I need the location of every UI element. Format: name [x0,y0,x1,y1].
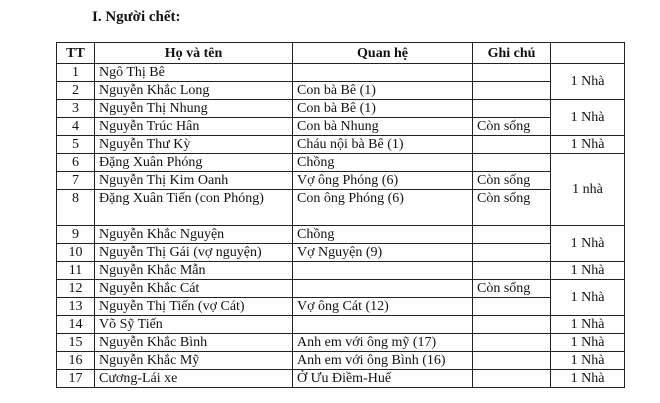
row-name: Nguyễn Khắc Mẫn [95,262,293,280]
row-name: Nguyễn Khắc Cát [95,280,293,298]
header-relation: Quan hệ [293,43,473,64]
table-row [57,154,625,172]
row-note [473,298,551,316]
row-name: Nguyễn Thị Tiến (vợ Cát) [95,298,293,316]
table-body [57,64,625,388]
header-tt: TT [57,43,95,64]
row-note [473,100,551,118]
row-note [473,82,551,100]
row-name: Nguyễn Khắc Mỹ [95,352,293,370]
table-row [57,262,625,280]
row-number: 2 [57,82,95,100]
household-cell: 1 Nhà [551,352,625,370]
table-row [57,226,625,244]
row-number: 13 [57,298,95,316]
row-number: 5 [57,136,95,154]
row-relation: Con bà Bê (1) [293,100,473,118]
row-note [473,226,551,244]
table-row [57,172,625,190]
row-note: Còn sống [473,190,551,226]
household-cell: 1 Nhà [551,370,625,388]
deceased-table [56,42,625,388]
household-cell: 1 Nhà [551,280,625,316]
row-name: Nguyễn Thư Kỳ [95,136,293,154]
row-relation: Vợ Nguyện (9) [293,244,473,262]
row-relation [293,64,473,82]
row-note [473,136,551,154]
row-relation: Vợ ông Phóng (6) [293,172,473,190]
row-relation: Con bà Nhung [293,118,473,136]
table-row [57,100,625,118]
row-number: 10 [57,244,95,262]
row-number: 3 [57,100,95,118]
row-note [473,370,551,388]
row-number: 14 [57,316,95,334]
row-note: Còn sống [473,118,551,136]
row-name: Cương-Lái xe [95,370,293,388]
header-name: Họ và tên [95,43,293,64]
row-relation: Ở Ưu Điềm-Huế [293,370,473,388]
row-name: Võ Sỹ Tiến [95,316,293,334]
table-row [57,334,625,352]
row-name: Nguyễn Khắc Nguyện [95,226,293,244]
row-name: Đặng Xuân Phóng [95,154,293,172]
row-relation: Anh em với ông mỹ (17) [293,334,473,352]
household-cell: 1 nhà [551,154,625,226]
row-relation: Chồng [293,154,473,172]
row-name: Nguyễn Khắc Bình [95,334,293,352]
table-row [57,244,625,262]
household-cell: 1 Nhà [551,64,625,100]
household-cell: 1 Nhà [551,334,625,352]
row-number: 16 [57,352,95,370]
table-row [57,82,625,100]
row-name: Nguyễn Thị Gái (vợ nguyện) [95,244,293,262]
row-relation: Chồng [293,226,473,244]
table-row [57,118,625,136]
household-cell: 1 Nhà [551,262,625,280]
table-row [57,352,625,370]
household-cell: 1 Nhà [551,100,625,136]
row-relation: Vợ ông Cát (12) [293,298,473,316]
row-number: 1 [57,64,95,82]
row-note: Còn sống [473,172,551,190]
household-cell: 1 Nhà [551,316,625,334]
section-heading: I. Người chết: [92,9,181,25]
table-row [57,190,625,226]
row-name: Nguyễn Khắc Long [95,82,293,100]
row-relation: Con ông Phóng (6) [293,190,473,226]
table-row [57,370,625,388]
table-row [57,298,625,316]
row-name: Đặng Xuân Tiến (con Phóng) [95,190,293,226]
row-number: 4 [57,118,95,136]
row-note [473,64,551,82]
row-number: 9 [57,226,95,244]
row-note [473,352,551,370]
row-relation [293,316,473,334]
row-relation: Cháu nội bà Bê (1) [293,136,473,154]
row-name: Nguyễn Thị Kim Oanh [95,172,293,190]
header-household [551,43,625,64]
table-row [57,136,625,154]
header-note: Ghi chú [473,43,551,64]
row-number: 17 [57,370,95,388]
row-note [473,262,551,280]
row-relation [293,280,473,298]
row-note [473,316,551,334]
household-cell: 1 Nhà [551,136,625,154]
row-name: Nguyễn Thị Nhung [95,100,293,118]
table-row [57,280,625,298]
row-name: Nguyễn Trúc Hân [95,118,293,136]
row-number: 7 [57,172,95,190]
row-number: 6 [57,154,95,172]
row-note [473,244,551,262]
row-note: Còn sống [473,280,551,298]
household-cell: 1 Nhà [551,226,625,262]
table-row [57,316,625,334]
row-note [473,154,551,172]
row-relation: Con bà Bê (1) [293,82,473,100]
row-note [473,334,551,352]
row-relation: Anh em với ông Bình (16) [293,352,473,370]
table-row [57,64,625,82]
row-number: 12 [57,280,95,298]
row-name: Ngô Thị Bê [95,64,293,82]
row-relation [293,262,473,280]
row-number: 8 [57,190,95,226]
table-header-row [57,43,625,64]
row-number: 11 [57,262,95,280]
row-number: 15 [57,334,95,352]
